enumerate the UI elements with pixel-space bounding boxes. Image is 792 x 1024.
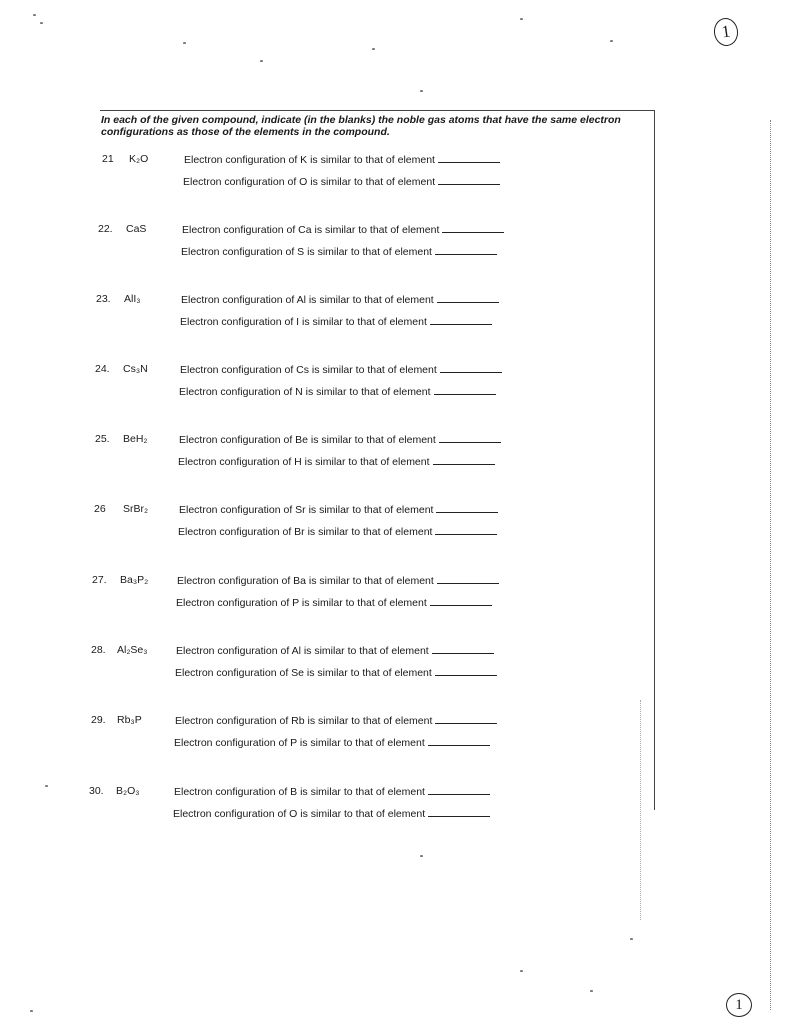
compound-formula: B₂O₃ [116, 785, 140, 797]
configuration-line [177, 574, 499, 587]
question-number: 27. [92, 574, 107, 586]
scan-speck [183, 42, 186, 44]
configuration-line [174, 785, 490, 798]
answer-blank[interactable] [438, 153, 500, 163]
configuration-line [183, 175, 500, 188]
configuration-text: Electron configuration of H is similar to that of element [178, 456, 430, 468]
answer-blank[interactable] [435, 245, 497, 255]
answer-blank[interactable] [428, 807, 490, 817]
configuration-text: Electron configuration of P is similar to that of element [176, 597, 427, 609]
configuration-line [175, 714, 497, 727]
configuration-text: Electron configuration of N is similar to that of element [179, 386, 431, 398]
configuration-text: Electron configuration of K is similar to that of element [184, 154, 435, 166]
configuration-line [181, 293, 499, 306]
configuration-line [173, 807, 490, 820]
configuration-line [184, 153, 500, 166]
question-number: 24. [95, 363, 110, 375]
answer-blank[interactable] [435, 666, 497, 676]
scan-speck [420, 855, 423, 857]
configuration-text: Electron configuration of Se is similar to that of element [175, 667, 432, 679]
answer-blank[interactable] [442, 223, 504, 233]
answer-blank[interactable] [430, 596, 492, 606]
configuration-line [180, 315, 492, 328]
configuration-line [176, 644, 494, 657]
scan-speck [420, 90, 423, 92]
configuration-line [181, 245, 497, 258]
answer-blank[interactable] [436, 503, 498, 513]
configuration-line [182, 223, 504, 236]
configuration-text: Electron configuration of P is similar to that of element [174, 737, 425, 749]
configuration-text: Electron configuration of Al is similar to that of element [181, 294, 434, 306]
configuration-line [175, 666, 497, 679]
question-number: 25. [95, 433, 110, 445]
question-number: 30. [89, 785, 104, 797]
configuration-line [176, 596, 492, 609]
scan-speck [30, 1010, 33, 1012]
answer-blank[interactable] [439, 433, 501, 443]
answer-blank[interactable] [438, 175, 500, 185]
configuration-line [180, 363, 502, 376]
scan-speck [260, 60, 263, 62]
configuration-line [174, 736, 490, 749]
configuration-line [178, 455, 495, 468]
answer-blank[interactable] [437, 574, 499, 584]
scan-speck [630, 938, 633, 940]
configuration-line [179, 385, 496, 398]
configuration-text: Electron configuration of B is similar to that of element [174, 786, 425, 798]
question-number: 29. [91, 714, 106, 726]
scan-speck [520, 18, 523, 20]
compound-formula: BeH₂ [123, 433, 148, 445]
scan-speck [45, 785, 48, 787]
compound-formula: SrBr₂ [123, 503, 149, 515]
configuration-text: Electron configuration of S is similar to that of element [181, 246, 432, 258]
answer-blank[interactable] [435, 714, 497, 724]
compound-formula: CaS [126, 223, 147, 235]
scan-speck [33, 14, 36, 16]
answer-blank[interactable] [428, 785, 490, 795]
instructions-text: In each of the given compound, indicate (in the blanks) the noble gas atoms that have the same electron configurations as those of the elements in the compound. [101, 114, 621, 138]
configuration-text: Electron configuration of Ca is similar to that of element [182, 224, 440, 236]
compound-formula: Cs₃N [123, 363, 148, 375]
scan-speck [372, 48, 375, 50]
configuration-text: Electron configuration of I is similar to that of element [180, 316, 427, 328]
compound-formula: Al₂Se₃ [117, 644, 148, 656]
page-number-top: 1 [712, 16, 740, 47]
compound-formula: AlI₃ [124, 293, 141, 305]
question-number: 26 [94, 503, 106, 515]
scan-speck [590, 990, 593, 992]
configuration-text: Electron configuration of O is similar to that of element [173, 808, 426, 820]
configuration-text: Electron configuration of Sr is similar to that of element [179, 504, 434, 516]
configuration-line [179, 503, 498, 516]
question-number: 21 [102, 153, 114, 165]
answer-blank[interactable] [435, 525, 497, 535]
configuration-line [179, 433, 501, 446]
answer-blank[interactable] [430, 315, 492, 325]
answer-blank[interactable] [434, 385, 496, 395]
question-number: 28. [91, 644, 106, 656]
page-number-bottom: 1 [726, 993, 752, 1017]
configuration-text: Electron configuration of Br is similar to that of element [178, 526, 433, 538]
compound-formula: Rb₃P [117, 714, 142, 726]
answer-blank[interactable] [432, 644, 494, 654]
compound-formula: Ba₃P₂ [120, 574, 149, 586]
scan-speck [520, 970, 523, 972]
answer-blank[interactable] [433, 455, 495, 465]
configuration-text: Electron configuration of Ba is similar to that of element [177, 575, 434, 587]
answer-blank[interactable] [437, 293, 499, 303]
configuration-text: Electron configuration of Rb is similar to that of element [175, 715, 433, 727]
configuration-text: Electron configuration of Al is similar to that of element [176, 645, 429, 657]
scan-speck [610, 40, 613, 42]
answer-blank[interactable] [440, 363, 502, 373]
question-number: 22. [98, 223, 113, 235]
compound-formula: K₂O [129, 153, 149, 165]
configuration-text: Electron configuration of Be is similar to that of element [179, 434, 436, 446]
configuration-text: Electron configuration of Cs is similar to that of element [180, 364, 437, 376]
answer-blank[interactable] [428, 736, 490, 746]
question-number: 23. [96, 293, 111, 305]
scan-speck [40, 22, 43, 24]
configuration-text: Electron configuration of O is similar to that of element [183, 176, 436, 188]
configuration-line [178, 525, 497, 538]
